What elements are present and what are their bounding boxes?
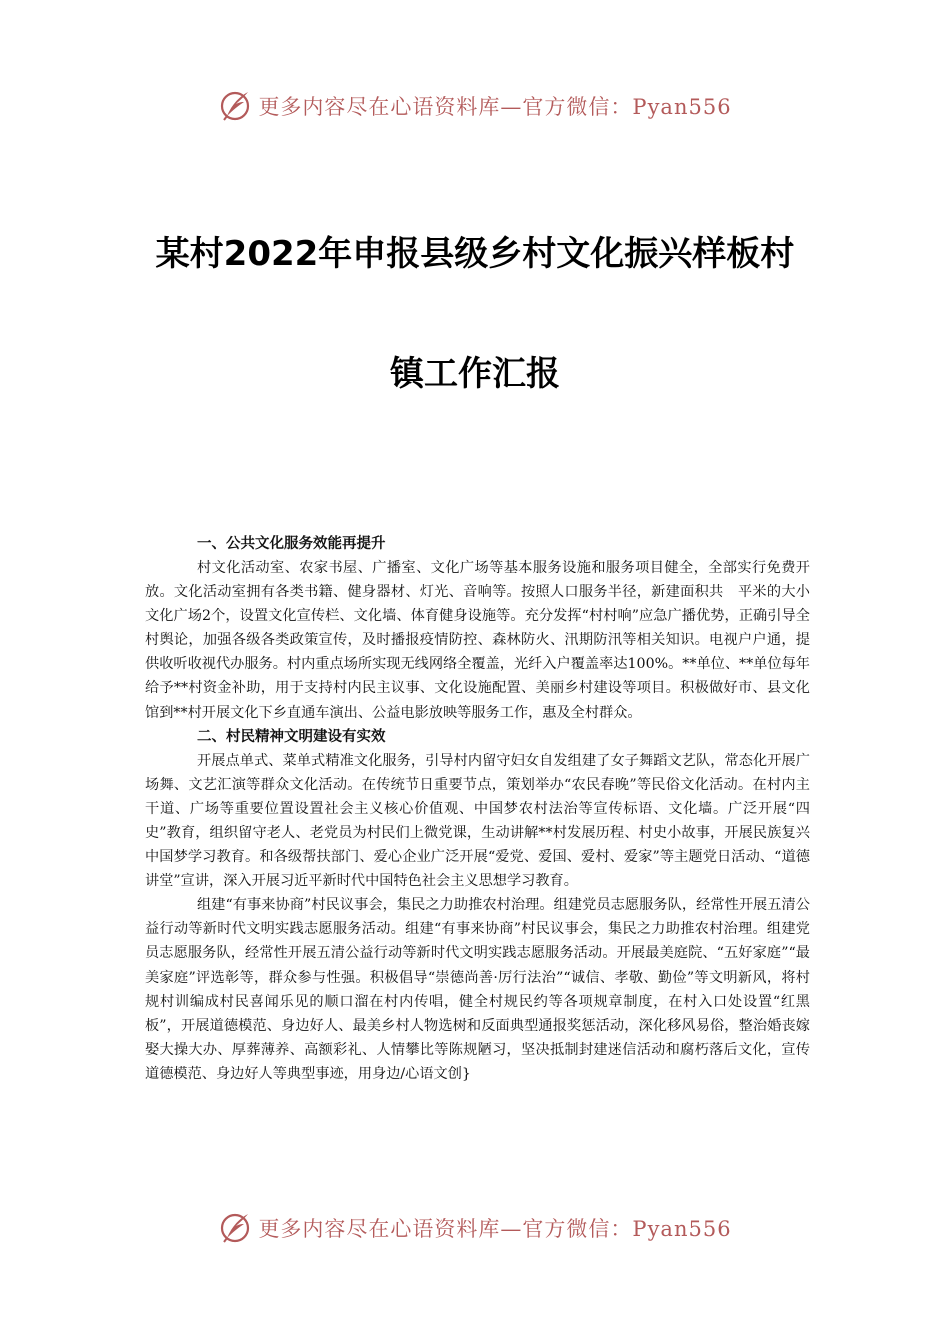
footer-banner	[0, 1208, 950, 1248]
document-title-line-1: 某村2022年申报县级乡村文化振兴样板村	[155, 234, 795, 274]
banner-text: 更多内容尽在心语资料库—官方微信：Pyan556	[258, 95, 732, 119]
header-banner	[0, 86, 950, 126]
banner-text: 更多内容尽在心语资料库—官方微信：Pyan556	[258, 1217, 732, 1241]
paragraph: 开展点单式、菜单式精准文化服务，引导村内留守妇女自发组建了女子舞蹈文艺队，常态化开展广场舞、文艺汇演等群众文化活动。在传统节日重要节点，策划举办“农民春晚”等民俗文化活动。在村内主干道、广场等重要位置设置社会主义核心价值观、中国梦农村法治等宣传标语、文化墙。广泛开展“四史”教育，组织留守老人、老党员为村民们上微党课，生动讲解**村发展历程、村史小故事，开展民族复兴中国梦学习教育。和各级帮扶部门、爱心企业广泛开展“爱党、爱国、爱村、爱家”等主题党日活动、“道德讲堂”宣讲，深入开展习近平新时代中国特色社会主义思想学习教育。	[145, 752, 810, 890]
quill-logo-icon	[218, 1210, 254, 1246]
section-heading: 二、村民精神文明建设有实效	[197, 728, 386, 745]
document-body	[145, 532, 810, 1086]
section-heading: 一、公共文化服务效能再提升	[197, 536, 386, 552]
quill-logo-icon	[218, 88, 254, 124]
paragraph: 村文化活动室、农家书屋、广播室、文化广场等基本服务设施和服务项目健全，全部实行免费开放。文化活动室拥有各类书籍、健身器材、灯光、音响等。按照人口服务半径，新建面积共 平米的大小文化广场2个，设置文化宣传栏、文化墙、体育健身设施等。充分发挥“村村响”应急广播优势，正确引导全村舆论，加强各级各类政策宣传，及时播报疫情防控、森林防火、汛期防汛等相关知识。电视户户通，提供收听收视代办服务。村内重点场所实现无线网络全覆盖，光纤入户覆盖率达100%。**单位、**单位每年给予**村资金补助，用于支持村内民主议事、文化设施配置、美丽乡村建设等项目。积极做好市、县文化馆到**村开展文化下乡直通车演出、公益电影放映等服务工作，惠及全村群众。	[145, 560, 810, 721]
paragraph: 组建“有事来协商”村民议事会，集民之力助推农村治理。组建党员志愿服务队，经常性开展五清公益行动等新时代文明实践志愿服务活动。组建“有事来协商”村民议事会，集民之力助推农村治理。组建党员志愿服务队，经常性开展五清公益行动等新时代文明实践志愿服务活动。开展最美庭院、“五好家庭”“最美家庭”评选彰等，群众参与性强。积极倡导“崇德尚善·厉行法治”“诚信、孝敬、勤俭”等文明新风，将村规村训编成村民喜闻乐见的顺口溜在村内传唱，健全村规民约等各项规章制度，在村入口处设置“红黑板”，开展道德模范、身边好人、最美乡村人物选树和反面典型通报奖惩活动，深化移风易俗，整治婚丧嫁娶大操大办、厚葬薄养、高额彩礼、人情攀比等陈规陋习，坚决抵制封建迷信活动和腐朽落后文化，宣传道德模范、身边好人等典型事迹，用身边/心语文创}	[145, 897, 810, 1082]
document-title-line-2: 镇工作汇报	[390, 354, 560, 394]
